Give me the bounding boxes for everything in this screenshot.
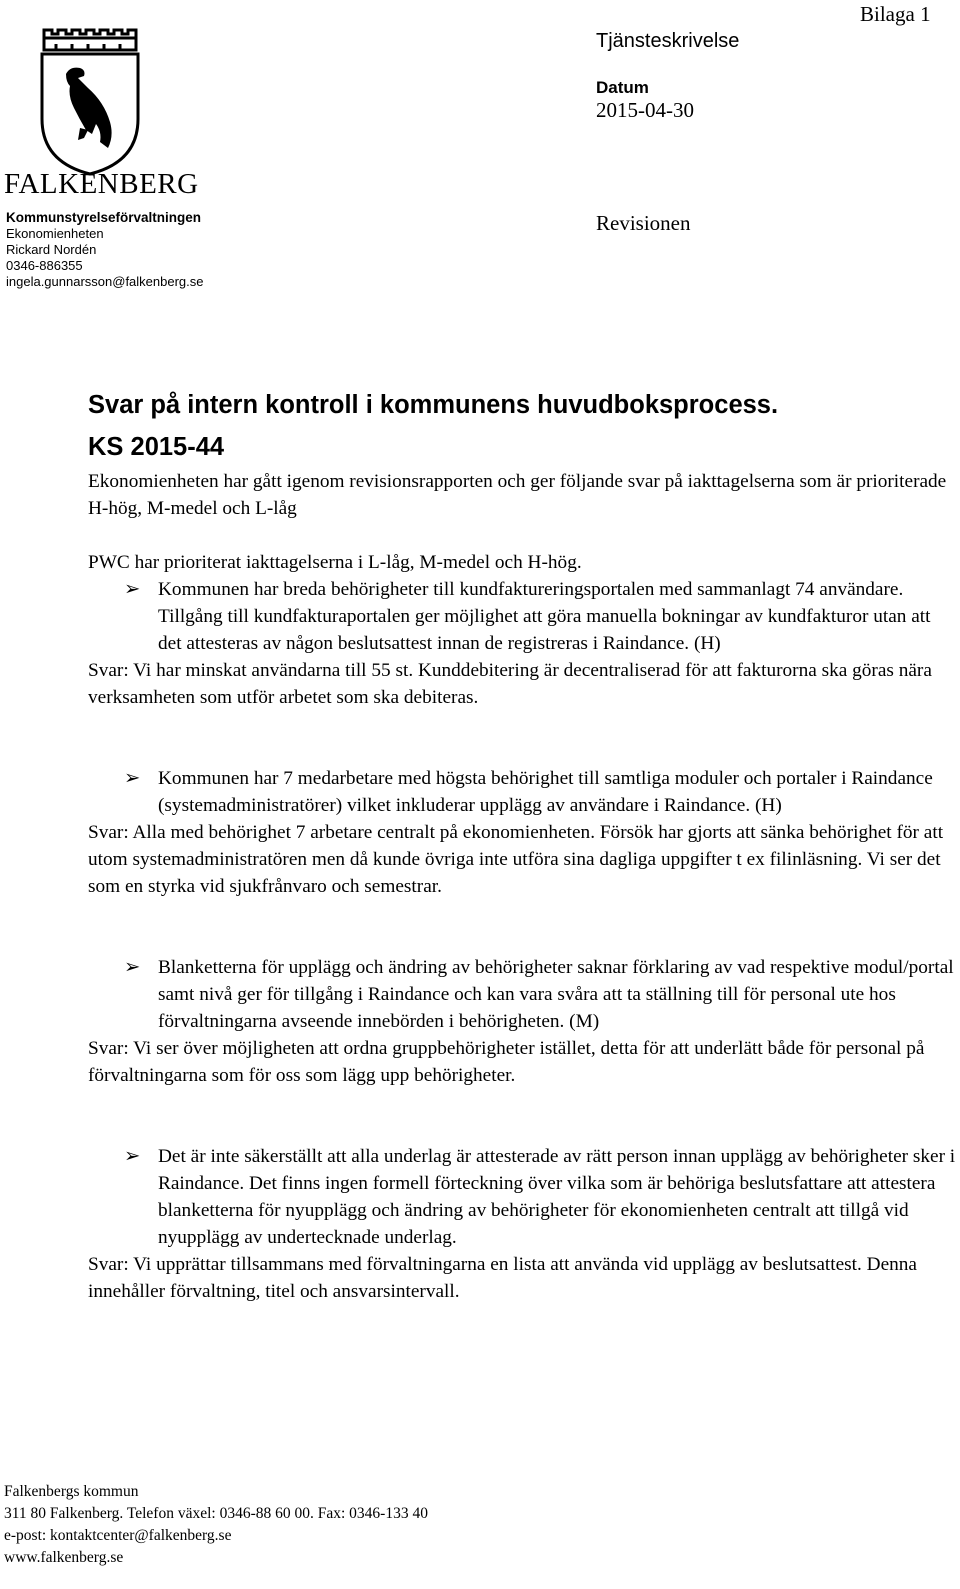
- intro-paragraph: Ekonomienheten har gått igenom revisionsrapporten och ger följande svar på iakttagelserna som är prioriterade H-hög, M-medel och L-låg: [88, 471, 947, 519]
- sender-unit: Ekonomienheten: [6, 226, 104, 241]
- finding-answer: Svar: Vi ser över möjligheten att ordna gruppbehörigheter istället, detta för att underlätt både för personal på förvaltningarna som för oss som lägg upp behörigheter.: [88, 1038, 925, 1086]
- castle-crown-icon: [44, 30, 136, 50]
- date-value: 2015-04-30: [596, 98, 694, 122]
- title-line-2: KS 2015-44: [88, 433, 225, 461]
- sender-phone: 0346-886355: [6, 258, 83, 273]
- finding-item: [88, 765, 958, 900]
- footer: [4, 1481, 428, 1569]
- sender-block: [6, 210, 204, 290]
- finding-answer: Svar: Alla med behörighet 7 arbetare centralt på ekonomienheten. Försök har gjorts att sänka behörighet för att utom systemadministratören men då kunde övriga inte utföra sina dagliga uppgifter t ex filinläsning. Vi ser det som en styrka vid sjukfrånvaro och semestrar.: [88, 822, 944, 897]
- sender-organization: Kommunstyrelseförvaltningen: [6, 210, 202, 225]
- footer-website-link[interactable]: www.falkenberg.se: [4, 1549, 124, 1566]
- finding-item: [88, 576, 958, 711]
- sender-email: ingela.gunnarsson@falkenberg.se: [6, 274, 204, 289]
- footer-address: 311 80 Falkenberg. Telefon växel: 0346-88 60 00. Fax: 0346-133 40: [4, 1505, 428, 1522]
- attachment-label: Bilaga 1: [860, 2, 931, 26]
- document-type: Tjänsteskrivelse: [596, 30, 740, 52]
- arrow-bullet-icon: ➢: [124, 1146, 141, 1167]
- brand-name: FALKENBERG: [4, 168, 199, 200]
- document-title: [88, 384, 778, 468]
- arrow-bullet-icon: ➢: [124, 768, 141, 789]
- recipient: Revisionen: [596, 211, 691, 235]
- title-line-1: Svar på intern kontroll i kommunens huvudboksprocess.: [88, 391, 779, 419]
- footer-organization: Falkenbergs kommun: [4, 1483, 139, 1500]
- finding-text: Blanketterna för upplägg och ändring av behörigheter saknar förklaring av vad respektive modul/portal samt nivå ger för tillgång i Raindance och kan vara svåra att ta ställning till för personal ute hos förvaltningarna avseende innebörden i behörigheten. (M): [158, 957, 954, 1032]
- finding-answer: Svar: Vi har minskat användarna till 55 st. Kunddebitering är decentraliserad för att fakturorna ska göras nära verksamheten som utför arbetet som ska debiteras.: [88, 660, 932, 708]
- pwc-note: PWC har prioriterat iakttagelserna i L-låg, M-medel och H-hög.: [88, 552, 582, 573]
- arrow-bullet-icon: ➢: [124, 579, 141, 600]
- finding-item: [88, 1143, 958, 1305]
- finding-text: Det är inte säkerställt att alla underlag är attesterade av rätt person innan upplägg av behörigheter sker i Raindance. Det finns ingen formell förteckning över vilka som är behöriga beslutsfattare att attestera blanketterna för nyupplägg och ändring av behörigheter för ekonomienheten centralt att tillgå vid nyupplägg av undertecknade underlag.: [158, 1146, 956, 1248]
- finding-text: Kommunen har 7 medarbetare med högsta behörighet till samtliga moduler och portaler i Raindance (systemadministratörer) vilket inkluderar upplägg av användare i Raindance. (H): [158, 768, 933, 816]
- sender-person: Rickard Nordén: [6, 242, 97, 257]
- footer-email[interactable]: e-post: kontaktcenter@falkenberg.se: [4, 1527, 232, 1544]
- finding-text: Kommunen har breda behörigheter till kundfaktureringsportalen med sammanlagt 74 användare. Tillgång till kundfakturaportalen ger möjlighet att göra manuella bokningar av kundfakturor utan att det attesteras av någon beslutsattest innan de registreras i Raindance. (H): [158, 579, 931, 654]
- finding-answer: Svar: Vi upprättar tillsammans med förvaltningarna en lista att använda vid upplägg av beslutsattest. Denna innehåller förvaltning, titel och ansvarsintervall.: [88, 1254, 917, 1302]
- finding-item: [88, 954, 958, 1089]
- date-label: Datum: [596, 78, 649, 97]
- arrow-bullet-icon: ➢: [124, 957, 141, 978]
